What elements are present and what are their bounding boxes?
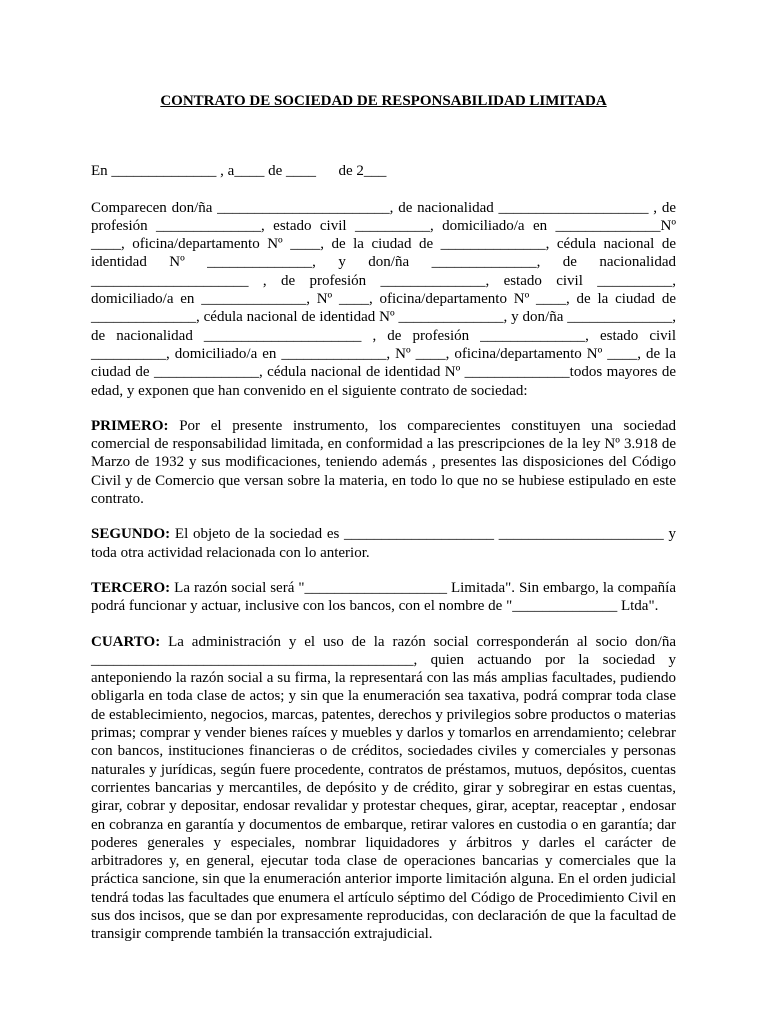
clause-tercero [91, 579, 676, 616]
clause-heading: PRIMERO: [91, 417, 169, 434]
document-title: CONTRATO DE SOCIEDAD DE RESPONSABILIDAD LIMITADA [160, 93, 607, 109]
clause-heading: CUARTO: [91, 633, 161, 650]
clause-primero [91, 417, 676, 508]
clause-text: El objeto de la sociedad es ____________________ ______________________ y toda otra actividad relacionada con lo anterior. [91, 526, 676, 561]
clause-heading: TERCERO: [91, 579, 171, 596]
place-date-line: En ______________ , a____ de ____ de 2___ [91, 163, 387, 180]
clause-heading: SEGUNDO: [91, 526, 171, 543]
clause-text: Por el presente instrumento, los comparecientes constituyen una sociedad comercial de responsabilidad limitada, en conformidad a las prescripciones de la ley Nº 3.918 de Marzo de 1932 y sus modificaciones, teniendo además , presentes las disposiciones del Código Civil y de Comercio que versan sobre la materia, en todo lo que no se hubiese estipulado en este contrato. [91, 417, 676, 508]
clause-cuarto [91, 633, 676, 944]
clause-segundo [91, 525, 676, 562]
clause-text: La administración y el uso de la razón social corresponderán al socio don/ña ___________________________________________, quien actuando por la sociedad y anteponiendo la razón social a su firma, la representará con las más amplias facultades, pudiendo obligarla en toda clase de actos; y sin que la enumeración sea taxativa, podrá comprar toda clase de establecimiento, negocios, marcas, patentes, derechos y privilegios sobre productos o materias primas; comprar y vender bienes raíces y muebles y darlos y tomarlos en arrendamiento; celebrar con bancos, instituciones financieras o de créditos, sociedades civiles y comerciales y personas naturales y jurídicas, según fuere procedente, contratos de préstamos, mutuos, depósitos, cuentas corrientes bancarias y mercantiles, de depósito y de crédito, girar y sobregirar en estas cuentas, girar, cobrar y depositar, endosar revalidar y protestar cheques, girar, aceptar, reaceptar , endosar en cobranza en garantía y documentos de embarque, retirar valores en custodia o en garantía; dar poderes generales y especiales, nombrar liquidadores y árbitros y darles el carácter de arbitradores y, en general, ejecutar toda clase de operaciones bancarias y comerciales que la práctica sancione, sin que la enumeración anterior importe limitación alguna. En el orden judicial tendrá todas las facultades que enumera el artículo séptimo del Código de Procedimiento Civil en sus dos incisos, que se dan por expresamente reproducidas, con declaración de que la facultad de transigir comprende también la transacción extrajudicial. [91, 633, 676, 943]
clause-text: La razón social será "___________________ Limitada". Sin embargo, la compañía podrá funcionar y actuar, inclusive con los bancos, con el nombre de "______________ Ltda". [91, 579, 676, 615]
comparecen-paragraph: Comparecen don/ña _______________________, de nacionalidad ____________________ , de profesión ______________, estado civil __________, domiciliado/a en ______________Nº ____, oficina/departamento Nº ____, de la ciudad de ______________, cédula nacional de identidad Nº ______________, y don/ña ______________, de nacionalidad _____________________ , de profesión ______________, estado civil __________, domiciliado/a en ______________, Nº ____, oficina/departamento Nº ____, de la ciudad de ______________, cédula nacional de identidad Nº ______________, y don/ña ______________, de nacionalidad _____________________ , de profesión ______________, estado civil __________, domiciliado/a en ______________, Nº ____, oficina/departamento Nº ____, de la ciudad de ______________, cédula nacional de identidad Nº ______________todos mayores de edad, y exponen que han convenido en el siguiente contrato de sociedad: [91, 199, 676, 399]
